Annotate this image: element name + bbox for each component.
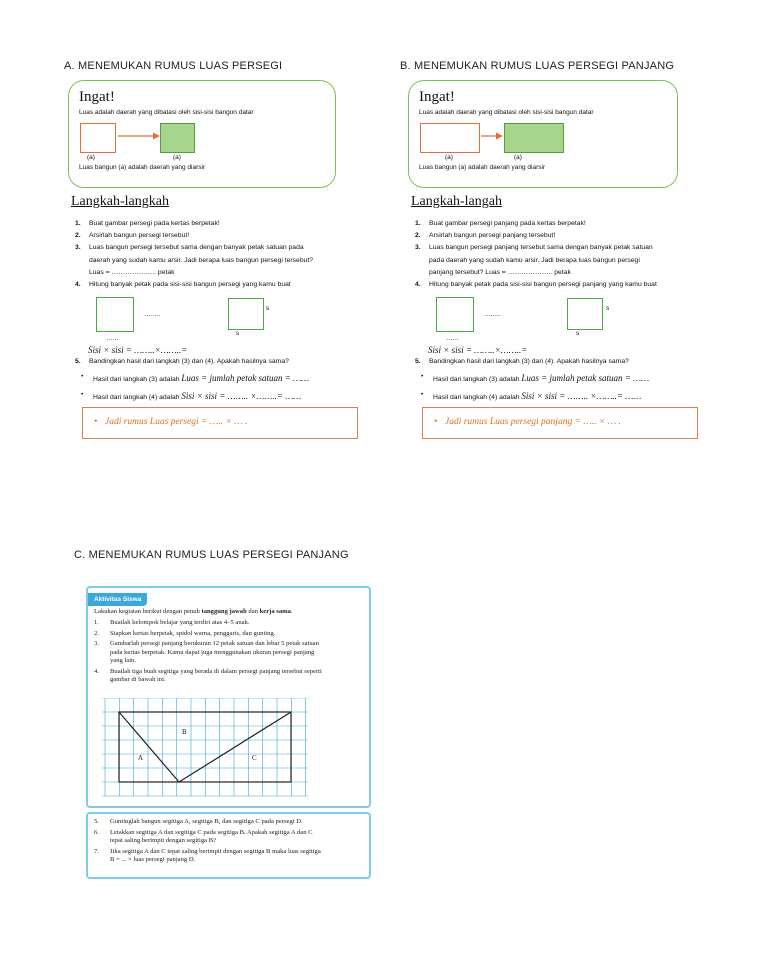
bullet-dot-icon: • — [421, 373, 424, 380]
ingat-heading: Ingat! — [419, 89, 455, 105]
step-item: panjang tersebut? Luas = ……………….. petak — [429, 268, 571, 276]
grid-lines — [102, 698, 308, 796]
label-a-right: (a) — [514, 154, 522, 161]
list-item: 2. Siapkan kertas berpetak, spidol warna, penggaris, dan gunting. — [94, 629, 276, 637]
dots-below-b: …… — [446, 335, 459, 342]
sisi-formula-a: Sisi × sisi = ……..×……..= — [88, 345, 188, 355]
ingat-note: Luas bangun (a) adalah daerah yang diarsir — [79, 164, 206, 171]
bullet-1-a: • Hasil dari langkah (3) adalah Luas = jumlah petak satuan = …… — [81, 373, 310, 383]
bullet-dot-icon: • — [421, 391, 424, 398]
langkah-heading-a: Langkah-langkah — [71, 194, 169, 209]
grid-triangle-figure — [102, 698, 308, 798]
step-item: 1. Buat gambar persegi panjang pada kertas berpetak! — [415, 220, 586, 227]
jadi-box-b — [422, 407, 698, 439]
label-a-left: (a) — [445, 154, 453, 161]
label-a-right: (a) — [173, 154, 181, 161]
step-item: 4. Hitung banyak petak pada sisi-sisi bangun persegi yang kamu buat — [75, 281, 291, 289]
ingat-heading: Ingat! — [79, 89, 115, 105]
ingat-definition: Luas adalah daerah yang dibatasi oleh sisi-sisi bangun datar — [79, 109, 254, 116]
step-item: 4. Hitung banyak petak pada sisi-sisi bangun persegi panjang yang kamu buat — [415, 281, 657, 289]
aktivitas-intro: Lakukan kegiatan berikut dengan penuh tanggung jawab dan kerja sama. — [94, 608, 293, 615]
triangle-label-c: C — [252, 754, 257, 762]
dots-right-b: …….. — [484, 311, 501, 318]
list-item: 7. Jika segitiga A dan C tepat saling berimpit dengan segitiga B maka luas segitiga B = ... × luas persegi panjang D. — [94, 847, 321, 863]
aktivitas-list-2 — [94, 818, 364, 865]
dots-right-a: …….. — [144, 311, 161, 318]
section-b-ingat-box — [408, 80, 678, 188]
list-item: 4. Buatlah tiga buah segitiga yang berada di dalam persegi panjang tersebut seperti gambar di bawah ini. — [94, 667, 322, 683]
step-item: 3. Luas bangun persegi panjang tersebut sama dengan banyak petak satuan — [415, 244, 653, 252]
list-item: 5. Guntinglah bangun segitiga A, segitiga B, dan segitiga C pada persegi D. — [94, 818, 303, 825]
square-sides-sketch-a — [228, 298, 264, 330]
section-b-title: B. MENEMUKAN RUMUS LUAS PERSEGI PANJANG — [400, 60, 675, 72]
side-s-right-b: s — [606, 305, 610, 312]
jadi-rumus-b: Jadi rumus Luas persegi panjang = ….. × … . — [445, 417, 621, 427]
steps-list-a — [71, 218, 361, 291]
arrow-right-icon — [117, 131, 161, 141]
section-a-title: A. MENEMUKAN RUMUS LUAS PERSEGI — [64, 60, 283, 72]
triangle-label-b: B — [182, 728, 187, 736]
rect-sides-sketch-b — [567, 298, 603, 330]
sisi-formula-b: Sisi × sisi = ……..×……..= — [428, 345, 528, 355]
triangle-lines — [119, 712, 291, 782]
dots-below-a: …… — [106, 335, 119, 342]
arrow-right-icon — [480, 131, 504, 141]
step-item: pada daerah yang sudah kamu arsir. Jadi berapa luas bangun persegi — [429, 256, 640, 264]
bullet-dot-icon: • — [81, 373, 84, 380]
step-item: 2. Arsirlah bangun persegi panjang tersebut! — [415, 232, 556, 240]
jadi-rumus-a: Jadi rumus Luas persegi = ….. × … . — [105, 417, 248, 427]
square-sketch-a — [96, 297, 134, 332]
langkah-heading-b: Langkah-langah — [411, 194, 502, 209]
aktivitas-list — [94, 619, 364, 685]
side-s-right-a: s — [266, 305, 270, 312]
step-item: 3. Luas bangun persegi tersebut sama dengan banyak petak satuan pada — [75, 244, 304, 252]
list-item: 1. Buatlah kelompok belajar yang terdiri atas 4–5 anak. — [94, 619, 250, 626]
step5-a: 5. Bandingkan hasil dari langkah (3) dan (4). Apakah hasilnya sama? — [75, 358, 289, 365]
bullet-1-b: • Hasil dari langkah (3) adalah Luas = jumlah petak satuan = …… — [421, 373, 650, 383]
section-a-ingat-box — [68, 80, 336, 188]
jadi-box-a — [82, 407, 358, 439]
step5-b: 5. Bandingkan hasil dari langkah (3) dan (4). Apakah hasilnya sama? — [415, 358, 629, 365]
step-item: daerah yang sudah kamu arsir. Jadi berapa luas bangun persegi tersebut? — [89, 256, 314, 264]
step-item: 2. Arsirlah bangun persegi tersebut! — [75, 232, 190, 240]
shaded-rectangle-shape — [504, 123, 564, 153]
plain-square-shape — [80, 123, 116, 153]
shaded-square-shape — [160, 123, 195, 153]
rect-sketch-b — [436, 297, 474, 332]
step-item: 1. Buat gambar persegi pada kertas berpetak! — [75, 220, 220, 227]
list-item: 6. Letakkan segitiga A dan segitiga C pada segitiga B. Apakah segitiga A dan C tepat saling berimpit dengan segitiga B? — [94, 828, 313, 844]
aktivitas-siswa-box — [86, 586, 371, 808]
step-item: Luas = ……………….. petak — [89, 268, 175, 276]
bullet-dot-icon: • — [94, 417, 98, 427]
bullet-2-b: • Hasil dari langkah (4) adalah Sisi × sisi = …….. ×……..= …… — [421, 391, 642, 401]
aktivitas-siswa-box-2 — [86, 812, 371, 879]
steps-list-b — [411, 218, 711, 291]
triangle-label-a: A — [138, 754, 144, 762]
list-item: 3. Gambarlah persegi panjang berukuran 12 petak satuan dan lebar 5 petak satuan pada kertas berpetak. Kamu dapat juga menggunakan ukuran persegi panjang yang lain. — [94, 640, 319, 664]
bullet-dot-icon: • — [81, 391, 84, 398]
section-c-title: C. MENEMUKAN RUMUS LUAS PERSEGI PANJANG — [74, 549, 349, 561]
plain-rectangle-shape — [420, 123, 480, 153]
bullet-dot-icon: • — [434, 417, 438, 427]
label-a-left: (a) — [87, 154, 95, 161]
ingat-definition: Luas adalah daerah yang dibatasi oleh sisi-sisi bangun datar — [419, 109, 594, 116]
ingat-note: Luas bangun (a) adalah daerah yang diarsir — [419, 164, 546, 171]
side-s-bottom-a: s — [236, 330, 240, 337]
bullet-2-a: • Hasil dari langkah (4) adalah Sisi × sisi = …….. ×……..= …… — [81, 391, 302, 401]
aktivitas-header: Aktivitas Siswa — [88, 593, 147, 606]
side-s-bottom-b: s — [576, 330, 580, 337]
rectangle-outline — [119, 712, 291, 782]
